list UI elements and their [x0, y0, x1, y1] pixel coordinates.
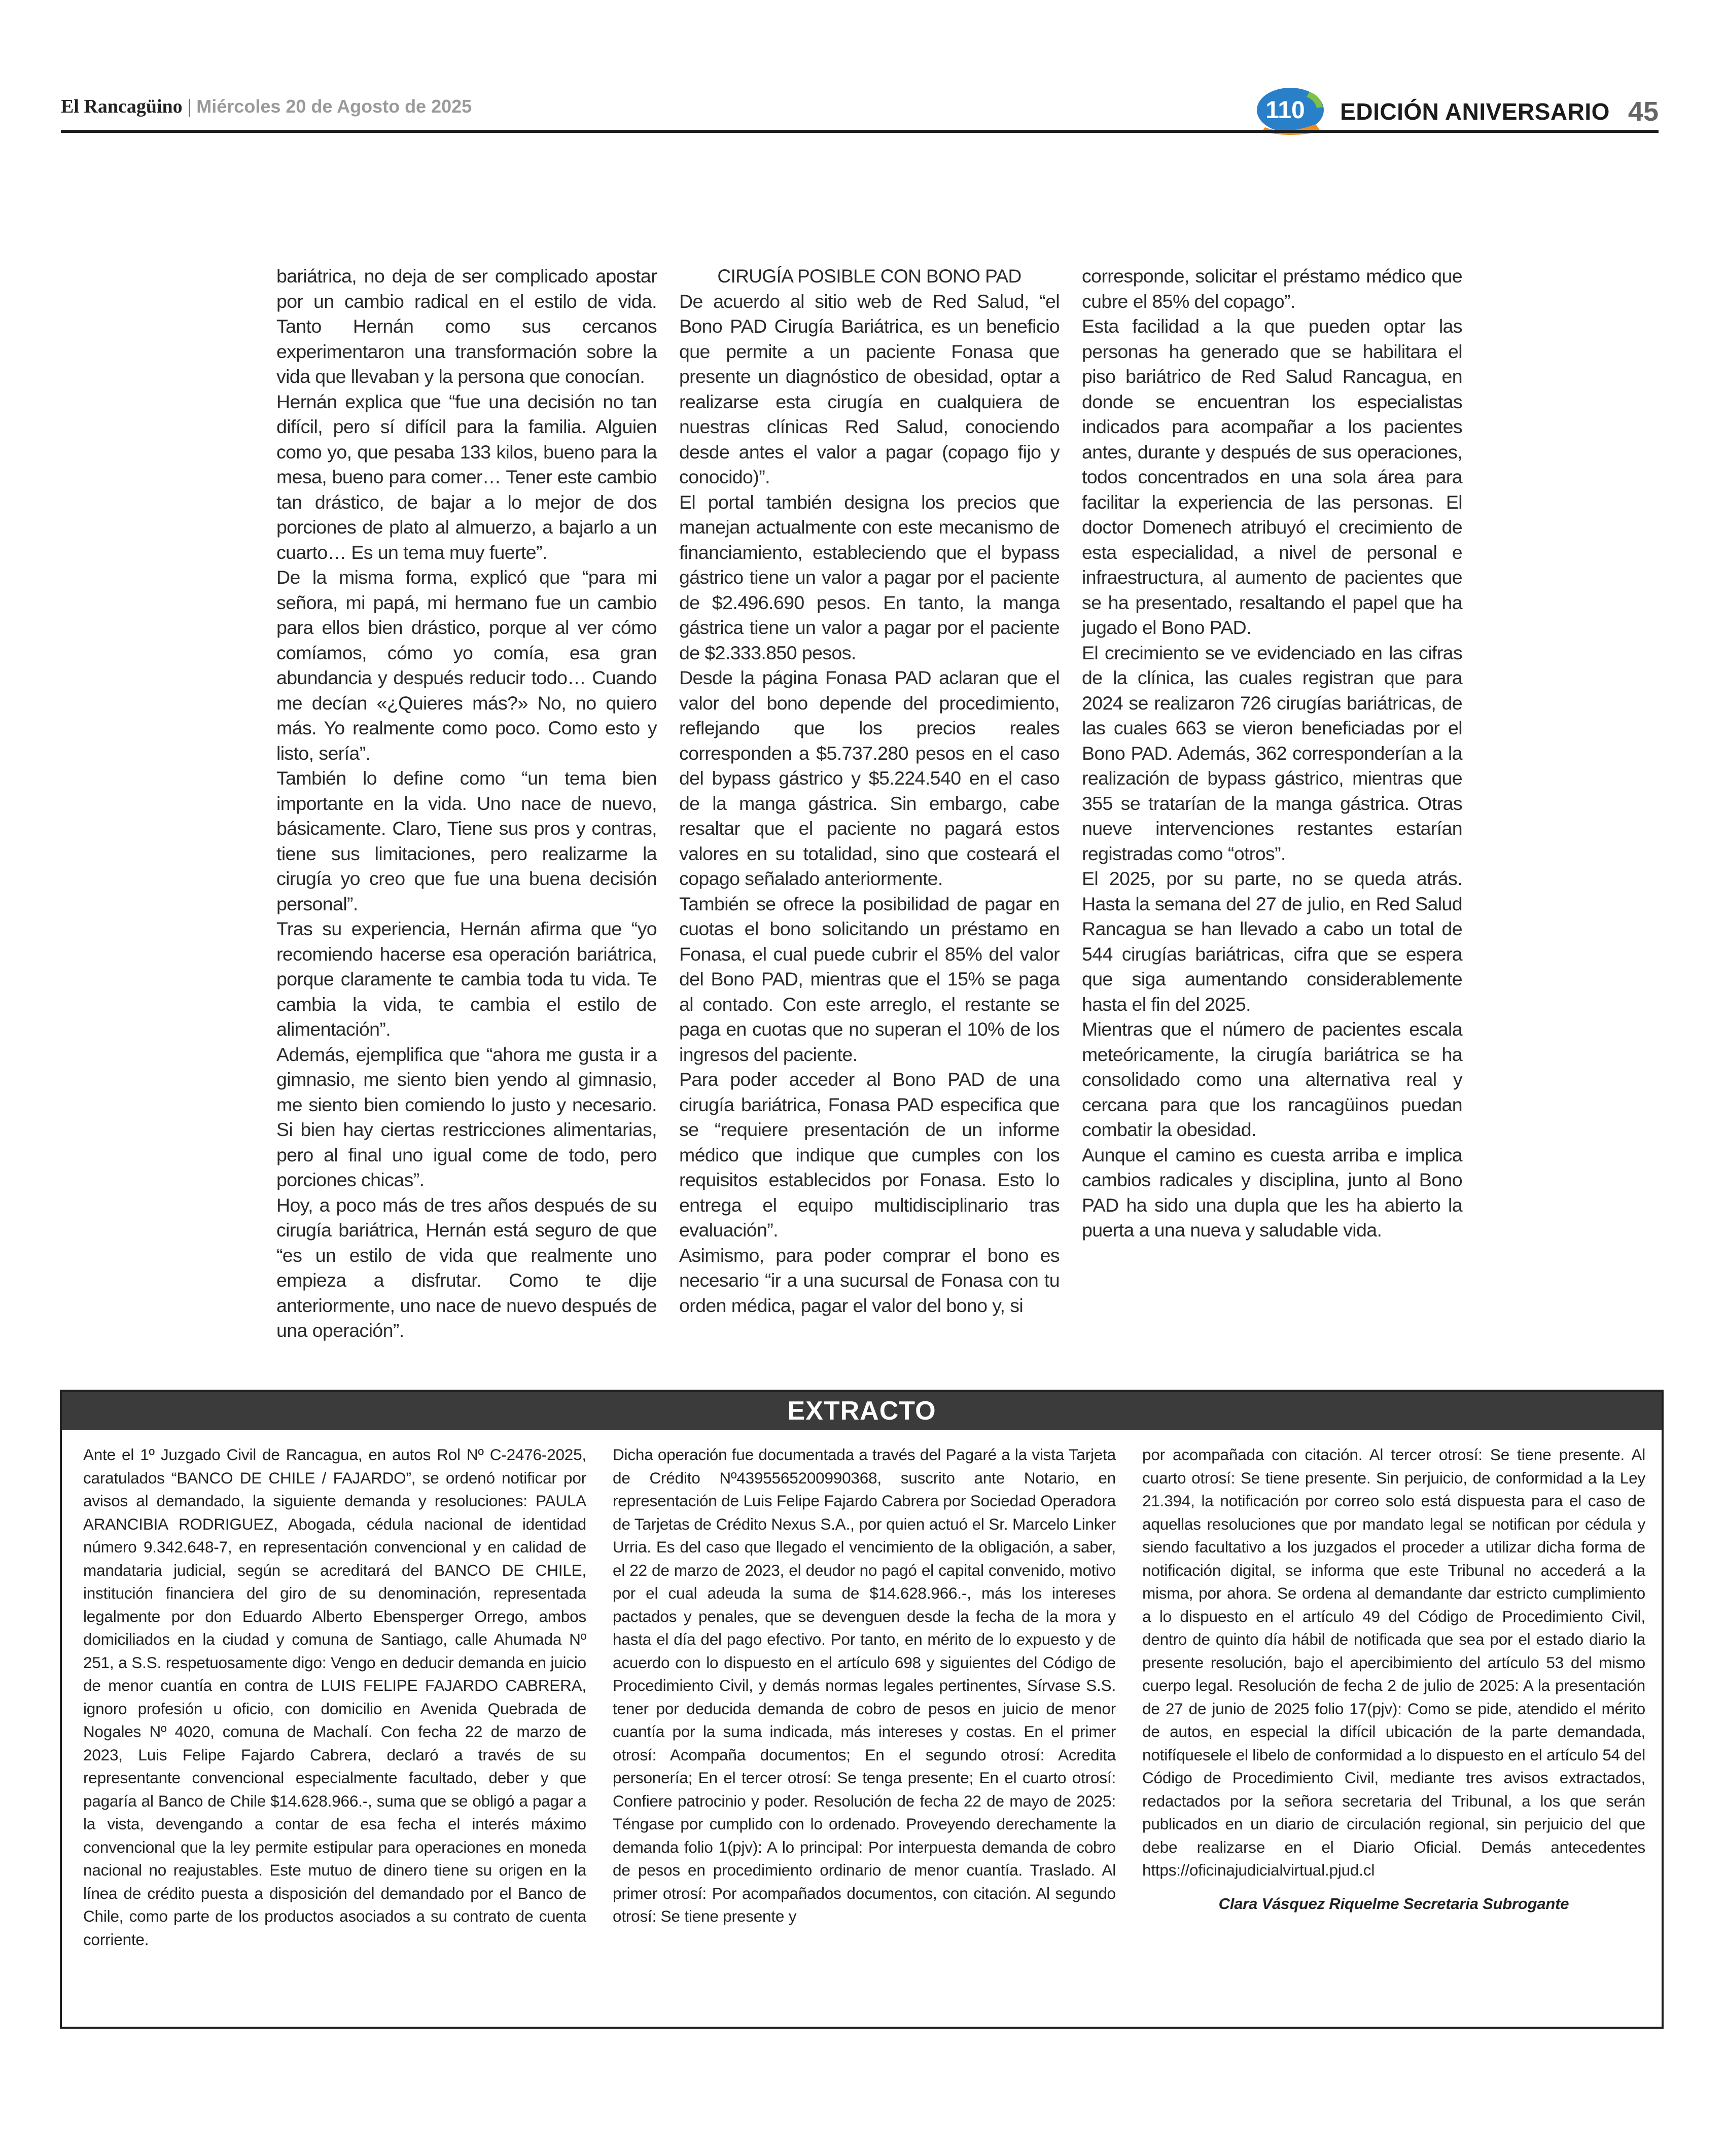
header-left: [61, 95, 472, 118]
paragraph: corresponde, solicitar el préstamo médico que cubre el 85% del copago”.: [1082, 265, 1462, 312]
publication-name: El Rancagüino: [61, 96, 183, 117]
issue-date: Miércoles 20 de Agosto de 2025: [196, 96, 472, 117]
paragraph: Asimismo, para poder comprar el bono es necesario “ir a una sucursal de Fonasa con tu orden médica, pagar el valor del bono y, si: [679, 1244, 1060, 1316]
section-subhead: CIRUGÍA POSIBLE CON BONO PAD: [717, 266, 1021, 287]
legal-notice-text: Ante el 1º Juzgado Civil de Rancagua, en autos Rol Nº C-2476-2025, caratulados “BANCO DE CHILE / FAJARDO”, se ordenó notificar por avisos al demandado, la siguiente demanda y resoluciones: PAULA ARANCIBIA RODRIGUEZ, Abogada, cédula nacional de identidad número 9.342.648-7, en representación convencional y en calidad de mandataria judicial, según se acreditará del BANCO DE CHILE, institución financiera del giro de su denominación, representada legalmente por don Eduardo Alberto Ebensperger Orrego, ambos domiciliados en la ciudad y comuna de Santiago, calle Ahumada Nº 251, a S.S. respetuosamente digo: Vengo en deducir demanda en juicio de menor cuantía en contra de LUIS FELIPE FAJARDO CABRERA, ignoro profesión u oficio, con domicilio en Avenida Quebrada de Nogales Nº 4020, comuna de Machalí. Con fecha 22 de marzo de 2023, Luis Felipe Fajardo Cabrera, declaró a través de su representante convencional especialmente facultado, deber y que pagaría al Banco de Chile $14.628.966.-, suma que se obligó a pagar a la vista, devengando a contar de esa fecha el interés máximo convencional que la ley permite estipular para operaciones en moneda nacional no reajustables. Este mutuo de dinero tiene su origen en la línea de crédito puesta a disposición del demandado por el Banco de Chile, como parte de los productos asociados a su contrato de cuenta corriente.: [83, 1445, 586, 1949]
paragraph: Esta facilidad a la que pueden optar las personas ha generado que se habilitara el piso bariátrico de Red Salud Rancagua, en donde se encuentran los especialistas indicados para acompañar a los pacientes antes, durante y después de sus operaciones, todos concentrados en una sola área para facilitar la experiencia de las personas. El doctor Domenech atribuyó el crecimiento de esta especialidad, a nivel de personal e infraestructura, al aumento de pacientes que se ha presentado, resaltando el papel que ha jugado el Bono PAD.: [1082, 315, 1462, 638]
paragraph: Mientras que el número de pacientes escala meteóricamente, la cirugía bariátrica se ha consolidado como una alternativa real y cercana para que los rancagüinos puedan combatir la obesidad.: [1082, 1018, 1462, 1140]
paragraph: Hernán explica que “fue una decisión no tan difícil, pero sí difícil para la familia. Alguien como yo, que pesaba 133 kilos, bueno para la mesa, bueno para comer… Tener este cambio tan drástico, de bajar a lo mejor de dos porciones de plato al almuerzo, a bajarlo a un cuarto… Es un tema muy fuerte”.: [276, 391, 657, 563]
header-rule: [61, 130, 1659, 133]
paragraph: También lo define como “un tema bien importante en la vida. Uno nace de nuevo, básicamente. Claro, Tiene sus pros y contras, tiene sus limitaciones, pero realizarme la cirugía yo creo que fue una buena decisión personal”.: [276, 767, 657, 914]
legal-notice-column-2: [613, 1443, 1116, 1951]
paragraph: Además, ejemplifica que “ahora me gusta ir a gimnasio, me siento bien yendo al gimnasio, me siento bien comiendo lo justo y necesario. Si bien hay ciertas restricciones alimentarias, pero al final uno igual come de todo, pero porciones chicas”.: [276, 1043, 657, 1190]
article-column-2: [679, 264, 1060, 1316]
legal-notice-column-1: [83, 1443, 586, 1951]
paragraph: También se ofrece la posibilidad de pagar en cuotas el bono solicitando un préstamo en Fonasa, el cual puede cubrir el 85% del valor del Bono PAD, mientras que el 15% se paga al contado. Con este arreglo, el restante se paga en cuotas que no superan el 10% de los ingresos del paciente.: [679, 893, 1060, 1065]
legal-notice-signature: Clara Vásquez Riquelme Secretaria Subrogante: [1218, 1894, 1569, 1913]
logo-text: 110: [1265, 97, 1305, 124]
paragraph: Desde la página Fonasa PAD aclaran que el valor del bono depende del procedimiento, reflejando que los precios reales corresponden a $5.737.280 pesos en el caso del bypass gástrico y $5.224.540 en el caso de la manga gástrica. Sin embargo, cabe resaltar que el paciente no pagará estos valores en su totalidad, sino que costeará el copago señalado anteriormente.: [679, 667, 1060, 889]
paragraph: El crecimiento se ve evidenciado en las cifras de la clínica, las cuales registran que para 2024 se realizaron 726 cirugías bariátricas, de las cuales 663 se vieron beneficiadas por el Bono PAD. Además, 362 corresponderían a la realización de bypass gástrico, mientras que 355 se tratarían de la manga gástrica. Otras nueve intervenciones restantes estarían registradas como “otros”.: [1082, 642, 1462, 864]
legal-notice-columns: [83, 1443, 1645, 1951]
paragraph: Aunque el camino es cuesta arriba e implica cambios radicales y disciplina, junto al Bono PAD ha sido una dupla que les ha abierto la puerta a una nueva y saludable vida.: [1082, 1144, 1462, 1241]
edition-label: EDICIÓN ANIVERSARIO: [1340, 98, 1610, 125]
legal-notice-text: por acompañada con citación. Al tercer otrosí: Se tiene presente. Al cuarto otrosí: Se tiene presente. Sin perjuicio, de conformidad a la Ley 21.394, la notificación por correo solo está dispuesta para el caso de aquellas resoluciones que por mandato legal se notifican por cédula y siendo facultativo a los juzgados el proceder a utilizar dicha forma de notificación digital, se informa que este Tribunal no accederá a la misma, por ahora. Se ordena al demandante dar estricto cumplimiento a lo dispuesto en el artículo 49 del Código de Procedimiento Civil, dentro de quinto día hábil de notificada que sea por el estado diario la presente resolución, bajo el apercibimiento del artículo 53 del mismo cuerpo legal. Resolución de fecha 2 de julio de 2025: A la presentación de 27 de junio de 2025 folio 17(pjv): Como se pide, atendido el mérito de autos, en especial la difícil ubicación de la parte demandada, notifíquesele el libelo de conformidad a lo dispuesto en el artículo 54 del Código de Procedimiento Civil, mediante tres avisos extractados, redactados por la señora secretaria del Tribunal, a los que serán publicados en un diario de circulación regional, sin perjuicio del que debe realizarse en el Diario Oficial. Demás antecedentes https://oficinajudicialvirtual.pjud.cl: [1142, 1445, 1645, 1879]
paragraph: Hoy, a poco más de tres años después de su cirugía bariátrica, Hernán está seguro de que “es un estilo de vida que realmente uno empieza a disfrutar. Como te dije anteriormente, uno nace de nuevo después de una operación”.: [276, 1194, 657, 1341]
anniversary-logo: [1250, 81, 1326, 136]
legal-notice-text: Dicha operación fue documentada a través del Pagaré a la vista Tarjeta de Crédito Nº4395565200990368, suscrito ante Notario, en representación de Luis Felipe Fajardo Cabrera por Sociedad Operadora de Tarjetas de Crédito Nexus S.A., por quien actuó el Sr. Marcelo Linker Urria. Es del caso que llegado el vencimiento de la obligación, a saber, el 22 de marzo de 2023, el deudor no pagó el capital convenido, motivo por el cual adeuda la suma de $14.628.966.-, más los intereses pactados y penales, que se devenguen desde la fecha de la mora y hasta el día del pago efectivo. Por tanto, en mérito de lo expuesto y de acuerdo con lo dispuesto en el artículo 698 y siguientes del Código de Procedimiento Civil, y demás normas legales pertinentes, Sírvase S.S. tener por deducida demanda de cobro de pesos en juicio de menor cuantía por la suma indicada, más intereses y costas. En el primer otrosí: Acompaña documentos; En el segundo otrosí: Acredita personería; En el tercer otrosí: Se tenga presente; En el cuarto otrosí: Confiere patrocinio y poder. Resolución de fecha 22 de mayo de 2025: Téngase por cumplido con lo ordenado. Proveyendo derechamente la demanda folio 1(pjv): A lo principal: Por interpuesta demanda de cobro de pesos en procedimiento ordinario de menor cuantía. Traslado. Al primer otrosí: Por acompañados documentos, con citación. Al segundo otrosí: Se tiene presente y: [613, 1445, 1116, 1925]
legal-notice-box: [60, 1390, 1664, 2029]
paragraph: bariátrica, no deja de ser complicado apostar por un cambio radical en el estilo de vida. Tanto Hernán como sus cercanos experimentaron una transformación sobre la vida que llevaban y la persona que conocían.: [276, 265, 657, 387]
paragraph: Para poder acceder al Bono PAD de una cirugía bariátrica, Fonasa PAD especifica que se “requiere presentación de un informe médico que indique que cumples con los requisitos establecidos por Fonasa. Esto lo entrega el equipo multidisciplinario tras evaluación”.: [679, 1069, 1060, 1241]
article-column-1: [276, 264, 657, 1341]
page-header: [61, 91, 1659, 132]
article-body: [276, 264, 1468, 1341]
paragraph: El 2025, por su parte, no se queda atrás. Hasta la semana del 27 de julio, en Red Salud Rancagua se han llevado a cabo un total de 544 cirugías bariátricas, cifra que se espera que siga aumentando considerablemente hasta el fin del 2025.: [1082, 868, 1462, 1015]
article-column-3: [1082, 264, 1462, 1283]
paragraph: De acuerdo al sitio web de Red Salud, “el Bono PAD Cirugía Bariátrica, es un beneficio que permite a un paciente Fonasa que presente un diagnóstico de obesidad, optar a realizarse esta cirugía en cualquiera de nuestras clínicas Red Salud, conociendo desde antes el valor a pagar (copago fijo y conocido)”.: [679, 290, 1060, 487]
header-right: [1250, 91, 1659, 132]
legal-notice-column-3: [1142, 1443, 1645, 1951]
paragraph: Tras su experiencia, Hernán afirma que “yo recomiendo hacerse esa operación bariátrica, porque claramente te cambia toda tu vida. Te cambia la vida, te cambia el estilo de alimentación”.: [276, 918, 657, 1040]
legal-notice-title: EXTRACTO: [787, 1396, 936, 1426]
paragraph: El portal también designa los precios que manejan actualmente con este mecanismo de financiamiento, estableciendo que el bypass gástrico tiene un valor a pagar por el paciente de $2.496.690 pesos. En tanto, la manga gástrica tiene un valor a pagar por el paciente de $2.333.850 pesos.: [679, 491, 1060, 663]
page-number: 45: [1628, 96, 1659, 127]
legal-notice-title-bar: [62, 1392, 1662, 1430]
paragraph: De la misma forma, explicó que “para mi señora, mi papá, mi hermano fue un cambio para ellos bien drástico, porque al ver cómo comíamos, cómo yo comía, esa gran abundancia y después reducir todo… Cuando me decían «¿Quieres más?» No, no quiero más. Yo realmente como poco. Como esto y listo, sería”.: [276, 567, 657, 764]
header-separator: |: [187, 96, 192, 117]
